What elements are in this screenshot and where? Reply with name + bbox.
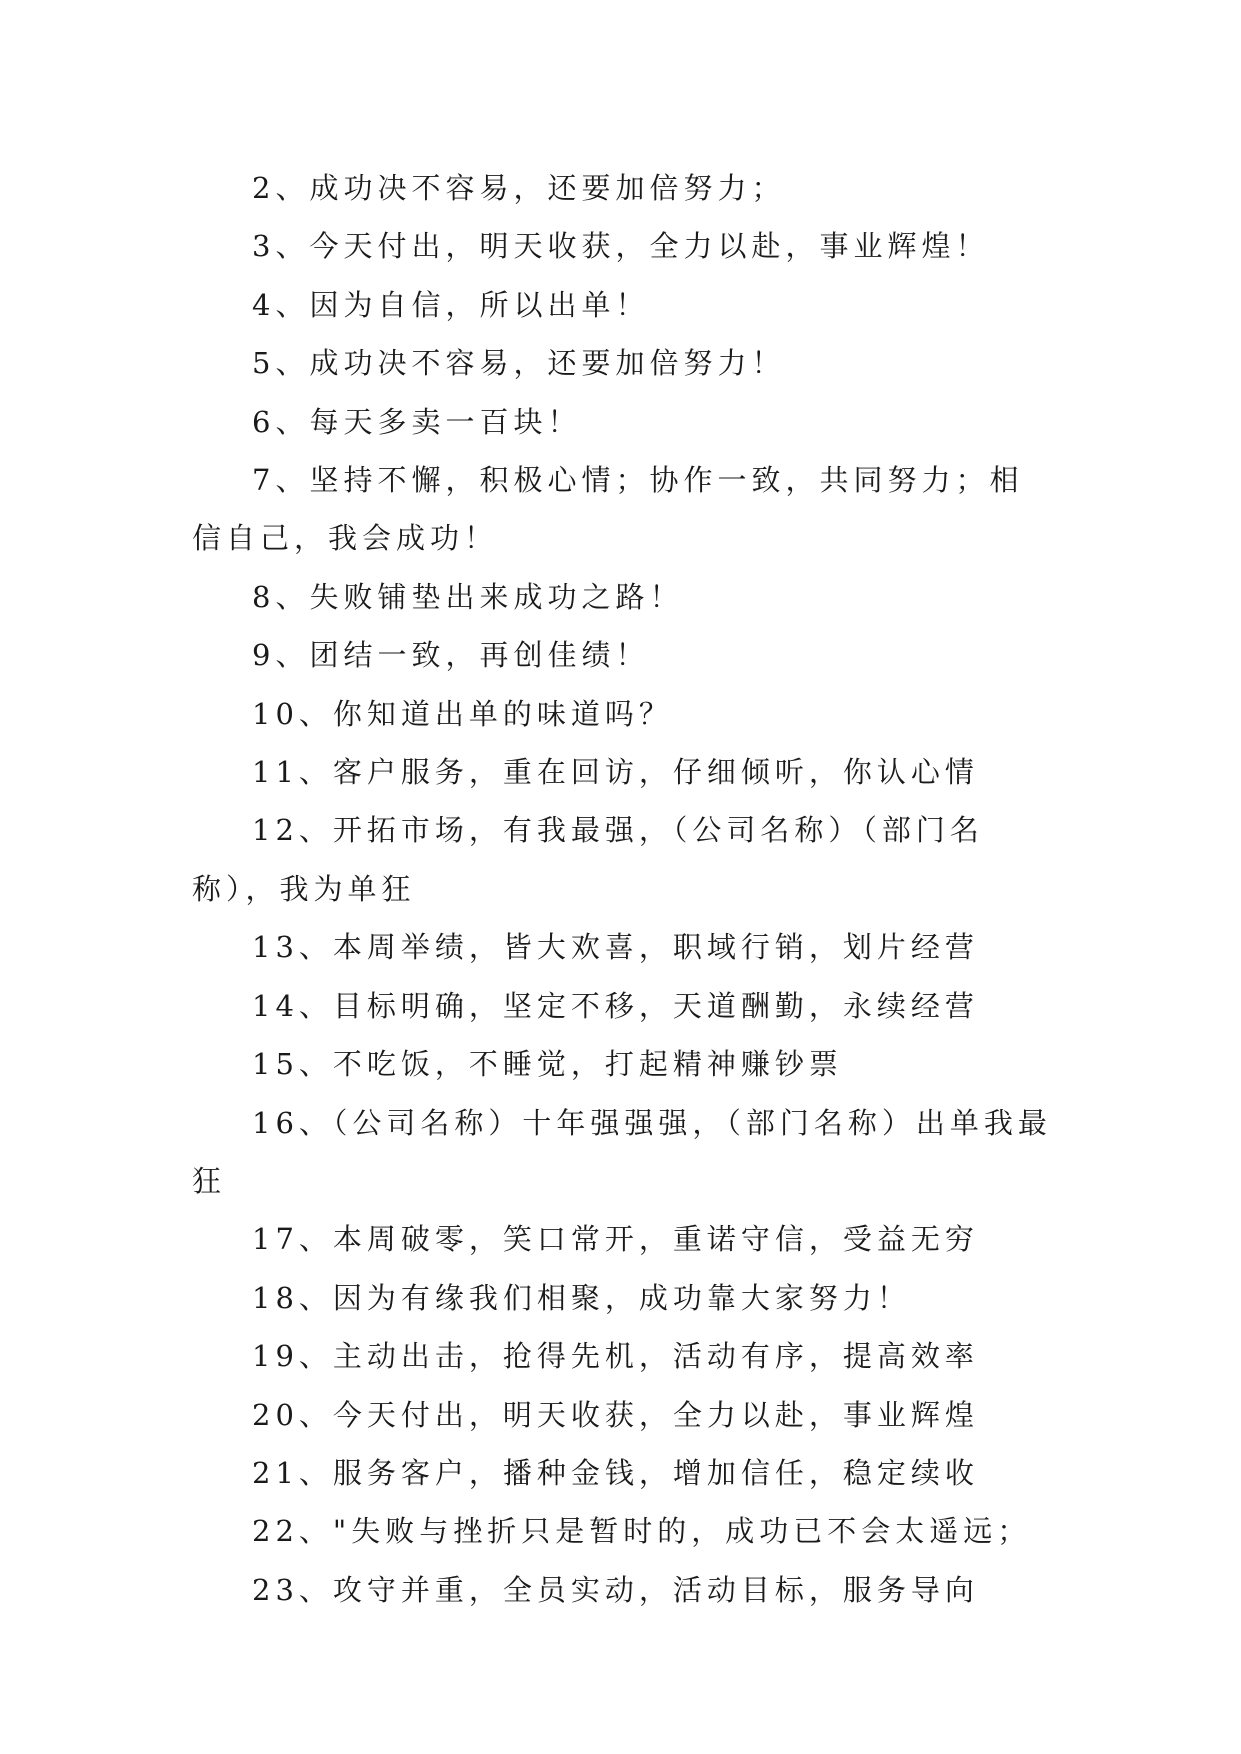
paragraph-17: 17、本周破零，笑口常开，重诺守信，受益无穷 — [252, 1222, 979, 1257]
paragraph-19: 19、主动出击，抢得先机，活动有序，提高效率 — [252, 1339, 979, 1374]
paragraph-2: 2、成功决不容易，还要加倍努力； — [252, 171, 786, 205]
paragraph-21: 21、服务客户，播种金钱，增加信任，稳定续收 — [252, 1455, 979, 1490]
paragraph-10: 10、你知道出单的味道吗？ — [252, 696, 673, 731]
paragraph-14: 14、目标明确，坚定不移，天道酬勤，永续经营 — [252, 988, 979, 1023]
paragraph-9: 9、团结一致，再创佳绩！ — [252, 638, 650, 673]
document-body — [192, 159, 1052, 1619]
paragraph-5: 5、成功决不容易，还要加倍努力！ — [252, 346, 786, 381]
paragraph-18: 18、因为有缘我们相聚，成功靠大家努力！ — [252, 1280, 911, 1315]
paragraph-16: 16、（公司名称）十年强强强，（部门名称）出单我最狂 — [192, 1105, 1052, 1198]
paragraph-12: 12、开拓市场，有我最强，（公司名称）（部门名称），我为单狂 — [192, 813, 984, 906]
paragraph-7: 7、坚持不懈，积极心情；协作一致，共同努力；相信自己，我会成功！ — [192, 463, 1024, 556]
paragraph-22: 22、"失败与挫折只是暂时的，成功已不会太遥远； — [252, 1514, 1032, 1549]
paragraph-11: 11、客户服务，重在回访，仔细倾听，你认心情 — [252, 755, 979, 790]
paragraph-6: 6、每天多卖一百块！ — [252, 404, 582, 439]
paragraph-13: 13、本周举绩，皆大欢喜，职域行销，划片经营 — [252, 930, 979, 965]
paragraph-4: 4、因为自信，所以出单！ — [252, 287, 650, 322]
paragraph-3: 3、今天付出，明天收获，全力以赴，事业辉煌！ — [252, 229, 990, 264]
paragraph-20: 20、今天付出，明天收获，全力以赴，事业辉煌 — [252, 1397, 979, 1432]
paragraph-8: 8、失败铺垫出来成功之路！ — [252, 579, 684, 614]
paragraph-23: 23、攻守并重，全员实动，活动目标，服务导向 — [252, 1572, 979, 1607]
paragraph-15: 15、不吃饭，不睡觉，打起精神赚钞票 — [252, 1047, 843, 1082]
